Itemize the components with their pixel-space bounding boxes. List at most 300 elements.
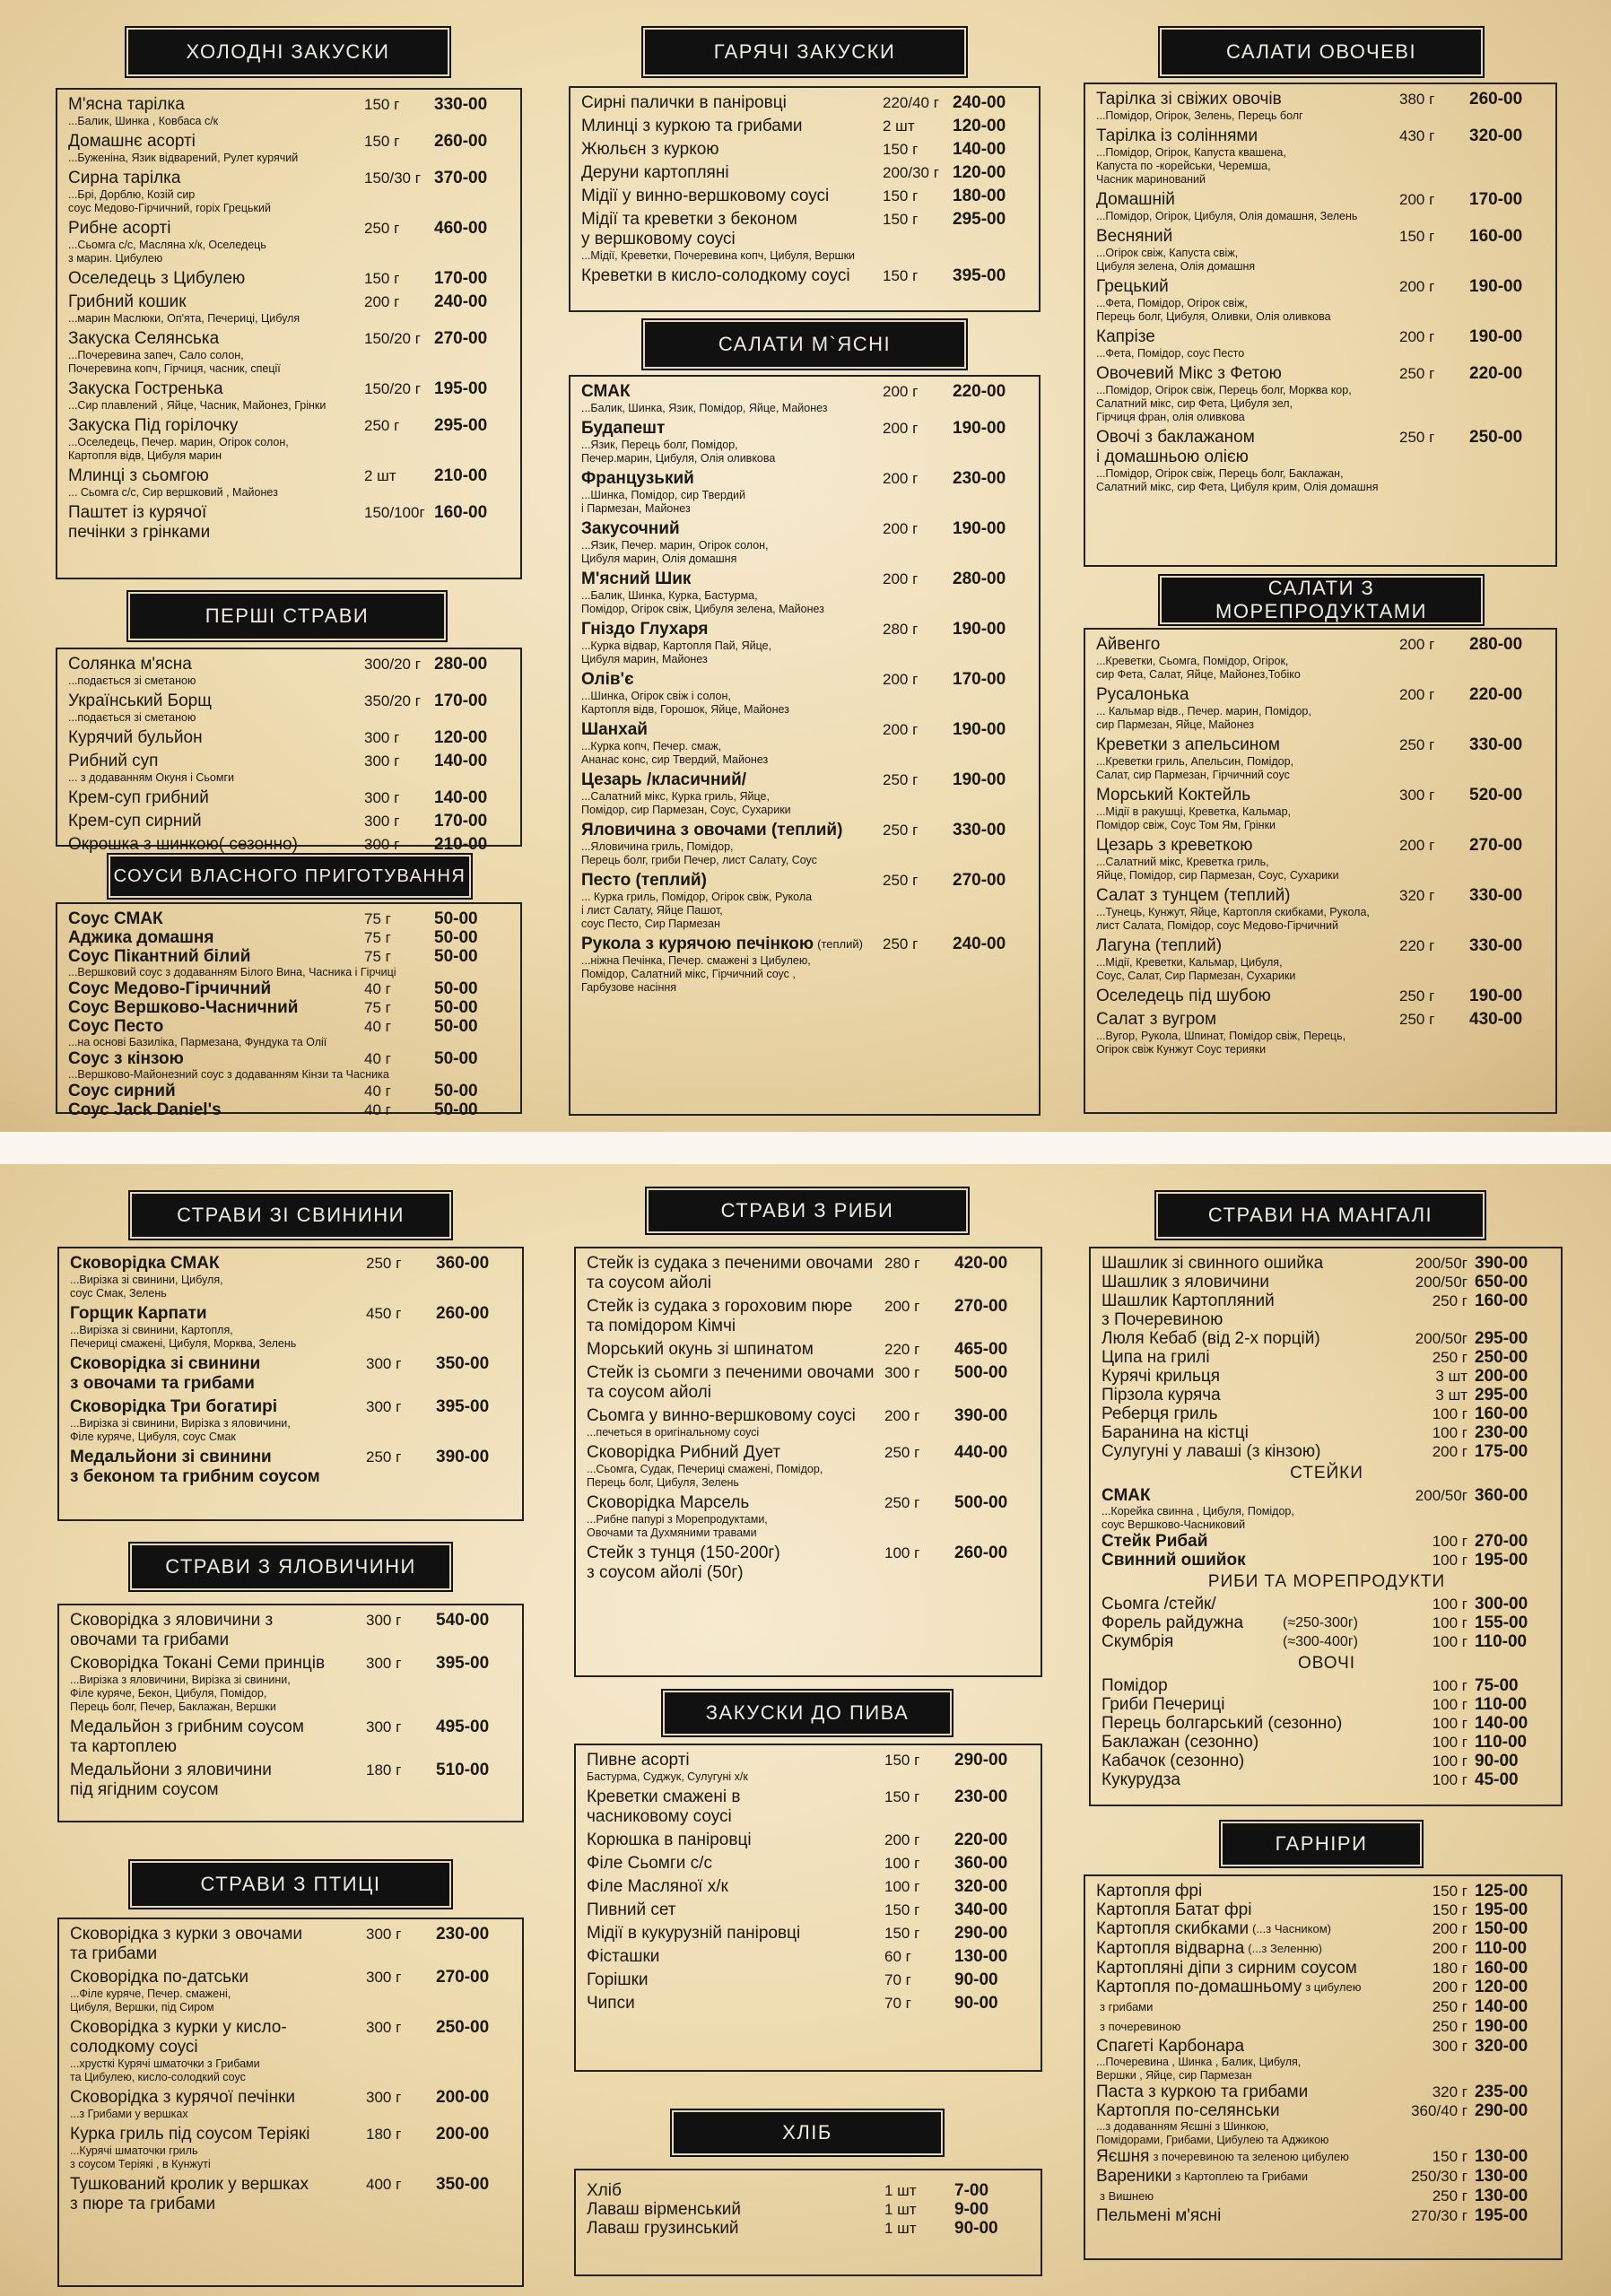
- item-name: Айвенго: [1096, 635, 1161, 654]
- item-price: 270-00: [1469, 836, 1523, 855]
- item-ingredients: ...Оселедець, Печер. марин, Огірок солон, Картопля відв, Цибуля марин: [68, 436, 289, 462]
- item-weight: 200/50г: [1415, 1330, 1467, 1347]
- item-name: Курячий бульйон: [68, 728, 203, 747]
- item-name: Фісташки: [587, 1947, 660, 1966]
- item-note: з Вишнею: [1100, 2189, 1154, 2203]
- menu-item: [1102, 1273, 1552, 1292]
- item-ingredients: ...Салатний мікс, Курка гриль, Яйце, Помідор, сир Пармезан, Соус, Сухарики: [581, 790, 791, 816]
- menu-item: [68, 95, 511, 128]
- item-name: Салат з тунцем (теплий): [1096, 886, 1291, 905]
- section-seasalads: [1084, 628, 1557, 1114]
- menu-item: [581, 519, 1030, 566]
- item-name: Сьомга /стейк/: [1102, 1595, 1216, 1613]
- menu-item: [1102, 1613, 1552, 1632]
- menu-item: [68, 979, 511, 998]
- item-ingredients: ...Почеревина , Шинка , Балик, Цибуля, Вершки , Яйце, сир Пармезан: [1096, 2056, 1302, 2082]
- item-weight: 200 г: [1399, 837, 1435, 854]
- item-price: 260-00: [1469, 90, 1523, 109]
- item-price: 440-00: [954, 1443, 1008, 1462]
- item-ingredients: ...подається зі сметаною: [68, 674, 196, 687]
- item-ingredients: ...Фета, Помідор, Огірок свіж, Перець болг, Цибуля, Оливки, Олія оливкова: [1096, 297, 1331, 323]
- item-weight: 250 г: [1432, 2018, 1467, 2035]
- item-weight: 150 г: [1399, 228, 1435, 245]
- item-price: 510-00: [436, 1761, 490, 1779]
- menu-item: [1096, 886, 1546, 933]
- item-ingredients: ...Помідор, Огірок свіж, Перець болг, Морква кор, Салатний мікс, сир Фета, Цибуля зел, Гірчиця фран, олія оливкова: [1096, 384, 1352, 423]
- item-name: Гніздо Глухаря: [581, 620, 709, 639]
- item-name: Кабачок (сезонно): [1102, 1752, 1245, 1770]
- item-name: Форель райдужна: [1102, 1613, 1244, 1632]
- item-price: 130-00: [1475, 2147, 1528, 2166]
- item-weight: 150 г: [884, 1901, 920, 1918]
- item-weight: 200/50г: [1415, 1255, 1467, 1272]
- item-weight: 250 г: [883, 935, 919, 952]
- menu-item: [1096, 2147, 1552, 2167]
- menu-item: [68, 909, 511, 928]
- item-ingredients: ...Вирізка зі свинини, Цибуля, соус Смак, Зелень: [70, 1274, 223, 1300]
- item-name: Філе Масляної х/к: [587, 1877, 728, 1896]
- item-weight: 180 г: [366, 1761, 402, 1779]
- item-price: 270-00: [434, 329, 488, 348]
- subsection-steaks: СТЕЙКИ: [1290, 1464, 1363, 1483]
- item-ingredients: ...Балик, Шинка, Курка, Бастурма, Помідор, Огірок свіж, Цибуля зелена, Майонез: [581, 589, 824, 615]
- menu-item: [587, 1443, 1032, 1490]
- item-weight: 250 г: [1399, 365, 1435, 382]
- item-name: Курячі крильця: [1102, 1367, 1221, 1386]
- item-name: Паста з куркою та грибами: [1096, 2083, 1309, 2101]
- item-name: Сковорідка Рибний Дует: [587, 1443, 781, 1462]
- item-price: 270-00: [953, 871, 1006, 890]
- item-name: Шашлик Картопляний з Почеревиною: [1102, 1292, 1275, 1329]
- menu-item: [1096, 1919, 1552, 1939]
- section-poultry: [57, 1918, 524, 2287]
- item-name: Шашлик з яловичини: [1102, 1273, 1269, 1292]
- menu-item: [1096, 1939, 1552, 1959]
- item-weight: 150 г: [1432, 1901, 1467, 1918]
- item-price: 190-00: [953, 519, 1006, 538]
- item-price: 230-00: [954, 1787, 1008, 1806]
- item-ingredients: ...Вирізка зі свинини, Вирізка з яловичини, Філе куряче, Цибуля, соус Смак: [70, 1417, 291, 1443]
- item-weight: 200 г: [884, 1407, 920, 1424]
- item-weight: 300 г: [366, 1355, 402, 1372]
- item-name: Стейк із судака з гороховим пюре та помідором Кімчі: [587, 1297, 853, 1335]
- item-price: 50-00: [434, 1017, 478, 1036]
- menu-item: [70, 1611, 513, 1650]
- item-weight: 100 г: [1432, 1771, 1467, 1788]
- item-weight: 300 г: [366, 1398, 402, 1415]
- item-ingredients: ...Корейка свинна , Цибуля, Помідор, соус Вершково-Часниковий: [1102, 1505, 1294, 1531]
- item-price: 330-00: [953, 821, 1006, 839]
- menu-item: [68, 835, 511, 855]
- item-price: 45-00: [1475, 1770, 1519, 1789]
- item-weight: 40 г: [364, 980, 391, 997]
- item-name: Рукола з курячою печінкою: [581, 935, 814, 953]
- section-fish: [574, 1247, 1042, 1677]
- item-ingredients: ...Курка відвар, Картопля Пай, Яйце, Цибуля марин, Майонез: [581, 639, 772, 665]
- menu-item: [1096, 2037, 1552, 2083]
- menu-item: [68, 416, 511, 463]
- item-note: з грибами: [1100, 2000, 1154, 2013]
- menu-item: [68, 1017, 511, 1049]
- item-name: Солянка м'ясна: [68, 655, 192, 674]
- item-price: 240-00: [953, 935, 1006, 953]
- menu-item: [70, 2018, 513, 2084]
- item-price: 160-00: [434, 503, 488, 522]
- item-name: Соус Песто: [68, 1017, 164, 1036]
- item-weight: 300 г: [366, 2089, 402, 2106]
- item-name: Картопля фрі: [1096, 1882, 1203, 1900]
- item-weight: 200/30 г: [883, 164, 939, 181]
- section-sides: [1084, 1874, 1563, 2260]
- item-price: 295-00: [1475, 1329, 1528, 1348]
- item-name: Чипси: [587, 1994, 635, 2013]
- item-name: Креветки смажені в часниковому соусі: [587, 1787, 741, 1826]
- menu-item: [1096, 987, 1546, 1006]
- item-price: 50-00: [434, 979, 478, 998]
- item-price: 280-00: [953, 570, 1006, 588]
- item-price: 9-00: [954, 2200, 989, 2219]
- item-ingredients: ...Балик, Шинка , Ковбаса с/к: [68, 115, 219, 127]
- item-weight: 100 г: [1432, 1405, 1467, 1422]
- item-weight: 100 г: [884, 1544, 920, 1561]
- item-note: з почеревиною та зеленою цибулею: [1153, 2150, 1349, 2163]
- item-name: Сковорідка Три богатирі: [70, 1397, 278, 1416]
- item-weight: 150 г: [883, 141, 919, 158]
- item-name: Сковорідка СМАК: [70, 1254, 220, 1273]
- item-price: 320-00: [1475, 2037, 1528, 2056]
- item-name: М'ясний Шик: [581, 570, 692, 588]
- item-weight: 100 г: [1432, 1633, 1467, 1650]
- item-price: 295-00: [953, 210, 1006, 229]
- item-price: 120-00: [434, 728, 488, 747]
- menu-item: [581, 187, 1030, 206]
- item-price: 200-00: [1475, 1367, 1528, 1386]
- menu-item: [1102, 1329, 1552, 1348]
- section-header-fish: СТРАВИ З РИБИ: [651, 1193, 963, 1229]
- item-price: 140-00: [434, 788, 488, 807]
- item-price: 75-00: [1475, 1676, 1519, 1695]
- menu-item: [581, 821, 1030, 867]
- section-header-grill: СТРАВИ НА МАНГАЛІ: [1161, 1196, 1480, 1234]
- item-price: 330-00: [1469, 936, 1523, 955]
- item-ingredients: ...Філе куряче, Печер. смажені, Цибуля, Вершки, під Сиром: [70, 1987, 231, 2013]
- item-ingredients: ...Фета, Помідор, соус Песто: [1096, 347, 1245, 360]
- item-price: 465-00: [954, 1340, 1008, 1359]
- menu-item: [70, 2125, 513, 2171]
- item-weight: 380 г: [1399, 91, 1435, 108]
- item-weight: 430 г: [1399, 127, 1435, 144]
- item-name: Корюшка в паніровці: [587, 1831, 752, 1849]
- item-price: 110-00: [1475, 1939, 1528, 1958]
- item-weight: 100 г: [1432, 1424, 1467, 1441]
- item-name: Домашній: [1096, 190, 1175, 209]
- item-price: 350-00: [436, 1354, 490, 1373]
- menu-item: [1096, 2083, 1552, 2101]
- item-price: 175-00: [1475, 1442, 1528, 1461]
- item-price: 130-00: [954, 1947, 1008, 1966]
- item-name: Шашлик зі свинного ошийка: [1102, 1254, 1324, 1273]
- menu-item: [581, 140, 1030, 160]
- item-name: Морський Коктейль: [1096, 786, 1251, 804]
- item-name: Картопля відварна: [1096, 1939, 1245, 1958]
- item-weight: 300/20 г: [364, 656, 421, 673]
- menu-item: [587, 1254, 1032, 1293]
- item-weight: 250 г: [366, 1448, 402, 1465]
- item-ingredients: ...ніжна Печінка, Печер. смажені з Цибулею, Помідор, Салатний мікс, Гірчичний соус , Гарбузове насіння: [581, 954, 811, 994]
- item-price: 180-00: [953, 187, 1006, 205]
- item-name: Помідор: [1102, 1676, 1168, 1695]
- item-name: Баранина на кістці: [1102, 1423, 1249, 1442]
- item-price: 90-00: [1475, 1752, 1519, 1770]
- item-name: Тарілка із соліннями: [1096, 126, 1258, 145]
- item-weight: 250 г: [1432, 2187, 1467, 2205]
- item-weight: 100 г: [1432, 1715, 1467, 1732]
- menu-item: [70, 1761, 513, 1800]
- item-name: Баклажан (сезонно): [1102, 1733, 1259, 1752]
- menu-item: [1102, 1348, 1552, 1367]
- item-weight: 100 г: [1432, 1533, 1467, 1550]
- item-price: 90-00: [954, 2219, 998, 2238]
- item-weight: 220/40 г: [883, 94, 939, 111]
- item-name: Соус Вершково-Часничний: [68, 998, 299, 1017]
- item-weight: 350/20 г: [364, 692, 421, 709]
- item-ingredients: ...Креветки, Сьомга, Помідор, Огірок, сир Фета, Салат, Яйце, Майонез,Тобіко: [1096, 655, 1301, 681]
- item-price: 350-00: [436, 2175, 490, 2194]
- menu-item: [68, 1082, 511, 1100]
- item-price: 240-00: [953, 93, 1006, 112]
- item-weight: 150 г: [883, 211, 919, 228]
- item-ingredients: ...Язик, Перець болг, Помідор, Печер.марин, Цибуля, Олія оливкова: [581, 439, 776, 465]
- item-weight: 150 г: [884, 1752, 920, 1769]
- item-ingredients: ...Шинка, Помідор, сир Твердий і Пармезан, Майонез: [581, 489, 745, 515]
- item-name: Будапешт: [581, 419, 666, 438]
- menu-item: [1102, 1632, 1552, 1651]
- item-name: СМАК: [581, 382, 631, 401]
- item-price: 260-00: [434, 132, 488, 151]
- subsection-vegetables: ОВОЧІ: [1297, 1654, 1356, 1673]
- item-ingredients: ...Вирізка зі свинини, Картопля, Печериці смажені, Цибуля, Морква, Зелень: [70, 1324, 297, 1350]
- item-weight: 250 г: [1399, 987, 1435, 1004]
- item-name: Хліб: [587, 2181, 622, 2200]
- item-ingredients: ...марин Маслюки, Оп'ята, Печериці, Цибуля: [68, 312, 300, 325]
- menu-item: [68, 269, 511, 289]
- section-header-sides: ГАРНІРИ: [1225, 1826, 1417, 1862]
- section-header-meatsalads: САЛАТИ М`ЯСНІ: [648, 325, 962, 364]
- item-name: Горщик Карпати: [70, 1304, 207, 1323]
- menu-item: [587, 1947, 1032, 1967]
- item-weight: 360/40 г: [1411, 2102, 1467, 2119]
- item-weight: 200 г: [364, 293, 400, 310]
- item-weight: 300 г: [366, 1655, 402, 1672]
- item-name: Крем-суп грибний: [68, 788, 209, 807]
- menu-item: [1102, 1770, 1552, 1789]
- menu-item: [68, 1100, 511, 1119]
- item-name: Сковорідка Марсель: [587, 1493, 750, 1512]
- item-name: Сковорідка з курки у кисло- солодкому соусі: [70, 2018, 287, 2057]
- menu-item: [70, 1354, 513, 1394]
- item-name: Сьомга у винно-вершковому соусі: [587, 1406, 856, 1425]
- menu-item: [1096, 327, 1546, 361]
- item-price: 110-00: [1475, 1632, 1528, 1651]
- item-price: 460-00: [434, 219, 488, 238]
- menu-item: [1096, 936, 1546, 983]
- item-name: Сковорідка зі свинини з овочами та грибами: [70, 1354, 261, 1393]
- item-weight: 250 г: [364, 220, 400, 237]
- item-name: Закуска Селянська: [68, 329, 220, 348]
- menu-item: [1102, 1595, 1552, 1613]
- item-weight: 200 г: [883, 420, 919, 437]
- item-ingredients: ... Курка гриль, Помідор, Огірок свіж, Рукола і лист Салату, Яйце Пашот, соус Песто, Сир Пармезан: [581, 891, 813, 930]
- item-name: Мідії у винно-вершковому соусі: [581, 187, 830, 205]
- item-weight: 200 г: [883, 470, 919, 487]
- section-header-pork: СТРАВИ ЗІ СВИНИНИ: [135, 1196, 447, 1234]
- section-grill: [1089, 1247, 1563, 1806]
- menu-item: [1096, 635, 1546, 682]
- item-name: Шанхай: [581, 720, 648, 739]
- item-name: Пірзола куряча: [1102, 1386, 1221, 1405]
- item-weight: 200 г: [1399, 191, 1435, 208]
- item-weight: 2 шт: [364, 467, 396, 484]
- item-weight: 300 г: [364, 836, 400, 853]
- section-meatsalads: [569, 375, 1041, 1116]
- menu-item: [1096, 735, 1546, 782]
- item-name: Деруни картопляні: [581, 163, 729, 182]
- item-weight: 100 г: [1432, 1752, 1467, 1770]
- item-price: 120-00: [953, 163, 1006, 182]
- item-weight: 100 г: [884, 1855, 920, 1872]
- item-price: 220-00: [954, 1831, 1008, 1849]
- item-name: Французький: [581, 469, 694, 488]
- item-price: 155-00: [1475, 1613, 1528, 1632]
- item-name: Весняний: [1096, 227, 1173, 246]
- item-weight: 220 г: [884, 1341, 920, 1358]
- item-ingredients: ...з додаванням Яєшні з Шинкою, Помідорами, Грибами, Цибулею та Аджикою: [1096, 2120, 1329, 2146]
- item-name: Реберця гриль: [1102, 1405, 1218, 1423]
- menu-item: [1102, 1367, 1552, 1386]
- item-name: Вареники: [1096, 2167, 1172, 2186]
- item-weight: 200 г: [1432, 1443, 1467, 1460]
- item-weight: 300 г: [364, 729, 400, 746]
- item-weight: 70 г: [884, 1971, 911, 1988]
- item-price: 295-00: [434, 416, 488, 435]
- item-price: 295-00: [1475, 1386, 1528, 1405]
- item-price: 270-00: [436, 1968, 490, 1987]
- menu-item: [68, 466, 511, 500]
- item-price: 170-00: [434, 691, 488, 710]
- item-price: 200-00: [436, 2125, 490, 2144]
- item-name: Овочі з баклажаном і домашньою олією: [1096, 428, 1255, 466]
- section-header-sauces: СОУСИ ВЛАСНОГО ПРИГОТУВАННЯ: [113, 859, 466, 893]
- item-price: 390-00: [436, 1448, 490, 1466]
- item-weight: 250 г: [1432, 1292, 1467, 1309]
- menu-item: [1096, 428, 1546, 494]
- menu-item: [587, 1900, 1032, 1920]
- item-weight: 220 г: [1399, 937, 1435, 954]
- item-weight: 1 шт: [884, 2201, 917, 2218]
- item-price: 195-00: [1475, 1551, 1528, 1570]
- item-weight: 300 г: [364, 752, 400, 770]
- menu-item: [70, 1448, 513, 1487]
- menu-item: [1102, 1405, 1552, 1423]
- item-weight: 250 г: [1399, 736, 1435, 753]
- item-name: Сковорідка по-датськи: [70, 1968, 248, 1987]
- item-name: Сковорідка Токані Семи принців: [70, 1654, 326, 1673]
- section-pork: [57, 1247, 524, 1521]
- item-name: Картопляні діпи з сирним соусом: [1096, 1959, 1357, 1978]
- item-price: 90-00: [954, 1994, 998, 2013]
- item-ingredients: ... з додаванням Окуня і Сьомги: [68, 771, 235, 784]
- item-price: 395-00: [436, 1654, 490, 1673]
- item-weight: 180 г: [366, 2126, 402, 2143]
- item-price: 290-00: [1475, 2101, 1528, 2120]
- menu-item: [581, 163, 1030, 183]
- menu-item: [581, 935, 1030, 995]
- item-price: 190-00: [1469, 277, 1523, 296]
- item-weight: 150 г: [1432, 2148, 1467, 2165]
- item-weight: 300 г: [364, 789, 400, 806]
- item-price: 220-00: [1469, 685, 1523, 704]
- item-weight: 280 г: [883, 621, 919, 638]
- item-name: СМАК: [1102, 1486, 1151, 1505]
- item-name: Ципа на грилі: [1102, 1348, 1210, 1367]
- menu-item: [581, 670, 1030, 717]
- menu-item: [587, 1340, 1032, 1360]
- item-name: Картопля Батат фрі: [1096, 1900, 1252, 1919]
- menu-item: [68, 947, 511, 979]
- item-name: Лагуна (теплий): [1096, 936, 1223, 955]
- item-name: Соус Jack Daniel's: [68, 1100, 222, 1119]
- item-price: 110-00: [1475, 1695, 1528, 1714]
- menu-item: [1096, 685, 1546, 732]
- menu-item: [587, 2200, 1032, 2219]
- menu-item: [581, 266, 1030, 286]
- item-weight: 75 г: [364, 999, 391, 1016]
- item-weight: 60 г: [884, 1948, 911, 1965]
- menu-item: [70, 1925, 513, 1964]
- item-name: Оселедець з Цибулею: [68, 269, 246, 288]
- item-price: 190-00: [953, 620, 1006, 639]
- item-ingredients: ...Помідор, Огірок, Капуста квашена, Капуста по -корейськи, Черемша, Часник маринований: [1096, 146, 1286, 186]
- section-bread: [574, 2169, 1042, 2276]
- item-name: Окрошка з шинкою( сезонно): [68, 835, 298, 854]
- item-weight: 150 г: [364, 96, 400, 113]
- item-price: 360-00: [954, 1854, 1008, 1873]
- item-price: 170-00: [1469, 190, 1523, 209]
- item-price: 250-00: [436, 2018, 490, 2037]
- item-note: з почеревиною: [1100, 2020, 1181, 2033]
- item-name: Сковорідка з курячої печінки: [70, 2088, 295, 2107]
- item-ingredients: ...Сьомга с/с, Масляна х/к, Оселедець з марин. Цибулею: [68, 239, 266, 265]
- item-ingredients: ...на основі Базиліка, Пармезана, Фундука та Олії: [68, 1036, 327, 1048]
- item-name: Лаваш вірменський: [587, 2200, 741, 2219]
- menu-item: [587, 1297, 1032, 1336]
- menu-item: [68, 788, 511, 808]
- item-name: Стейк із судака з печеними овочами та соусом айолі: [587, 1254, 874, 1292]
- item-price: 330-00: [434, 95, 488, 114]
- item-price: 270-00: [1475, 1532, 1528, 1551]
- item-price: 50-00: [434, 1049, 478, 1068]
- item-weight: 270/30 г: [1411, 2207, 1467, 2224]
- item-weight: 200 г: [1432, 1979, 1467, 1996]
- item-weight: 250/30 г: [1411, 2168, 1467, 2185]
- item-price: 130-00: [1475, 2167, 1528, 2186]
- item-weight: 150 г: [884, 1925, 920, 1942]
- item-name: Пельмені м'ясні: [1096, 2206, 1222, 2225]
- item-ingredients: ...Тунець, Кунжут, Яйце, Картопля скибками, Рукола, лист Салата, Помідор, соус Медово-Гірчичний: [1096, 906, 1370, 932]
- item-weight: 150/30 г: [364, 170, 421, 187]
- item-ingredients: ...Вершково-Майонезний соус з додаванням Кінзи та Часника: [68, 1068, 389, 1081]
- item-weight: 250 г: [883, 822, 919, 839]
